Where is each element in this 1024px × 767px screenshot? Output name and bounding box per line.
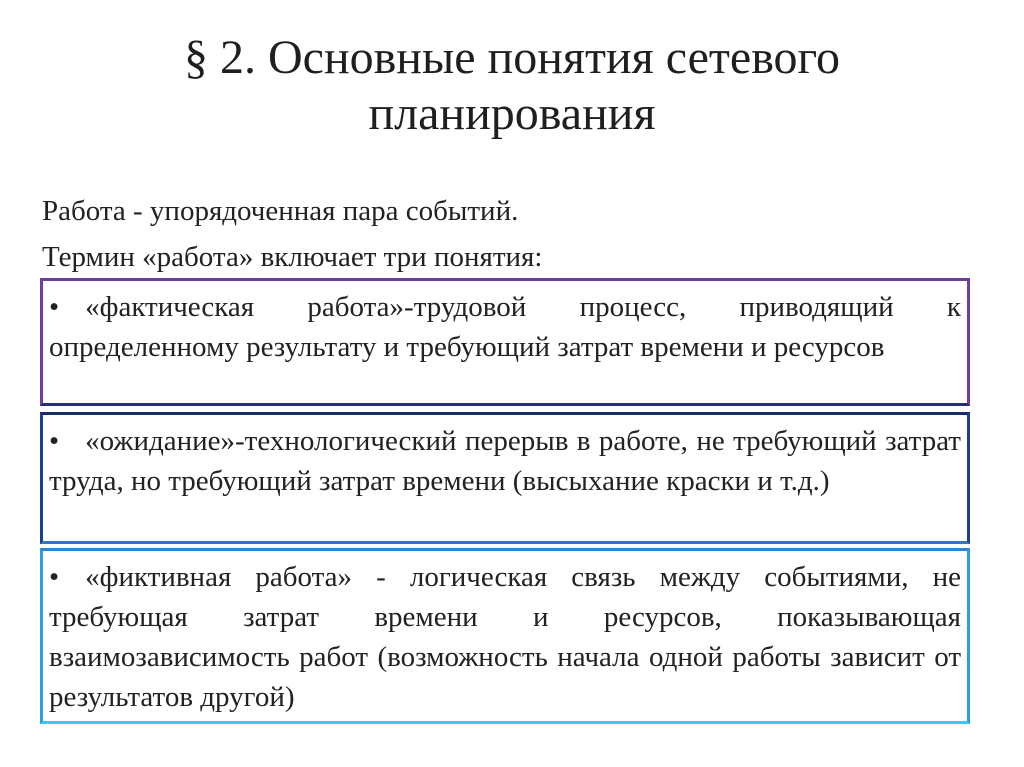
concept-box-actual-work <box>40 278 970 406</box>
bullet-icon: • <box>49 425 60 457</box>
slide-title <box>60 30 964 142</box>
concept-paragraph <box>49 557 961 717</box>
concept-text: «ожидание»-технологический перерыв в работе, не требующий затрат труда, но требующий затрат времени (высыхание краски и т.д.) <box>49 425 961 497</box>
slide-title-line-1: § 2. Основные понятия сетевого <box>183 31 841 84</box>
definition-text: Работа - упорядоченная пара событий. <box>42 195 519 227</box>
concept-box-waiting <box>40 412 970 544</box>
concept-box-fictitious-work <box>40 548 970 724</box>
bullet-icon: • <box>49 561 60 593</box>
slide-title-line-2: планирования <box>368 87 656 140</box>
bullet-icon: • <box>49 291 60 323</box>
concept-paragraph <box>49 287 961 367</box>
term-intro-text: Термин «работа» включает три понятия: <box>42 241 543 273</box>
concept-text: «фактическая работа»-трудовой процесс, приводящий к определенному результату и требующий затрат времени и ресурсов <box>49 291 961 363</box>
concept-text: «фиктивная работа» - логическая связь между событиями, не требующая затрат времени и ресурсов, показывающая взаимозависимость работ (возможность начала одной работы зависит от результатов другой) <box>49 561 961 713</box>
concept-paragraph <box>49 421 961 501</box>
